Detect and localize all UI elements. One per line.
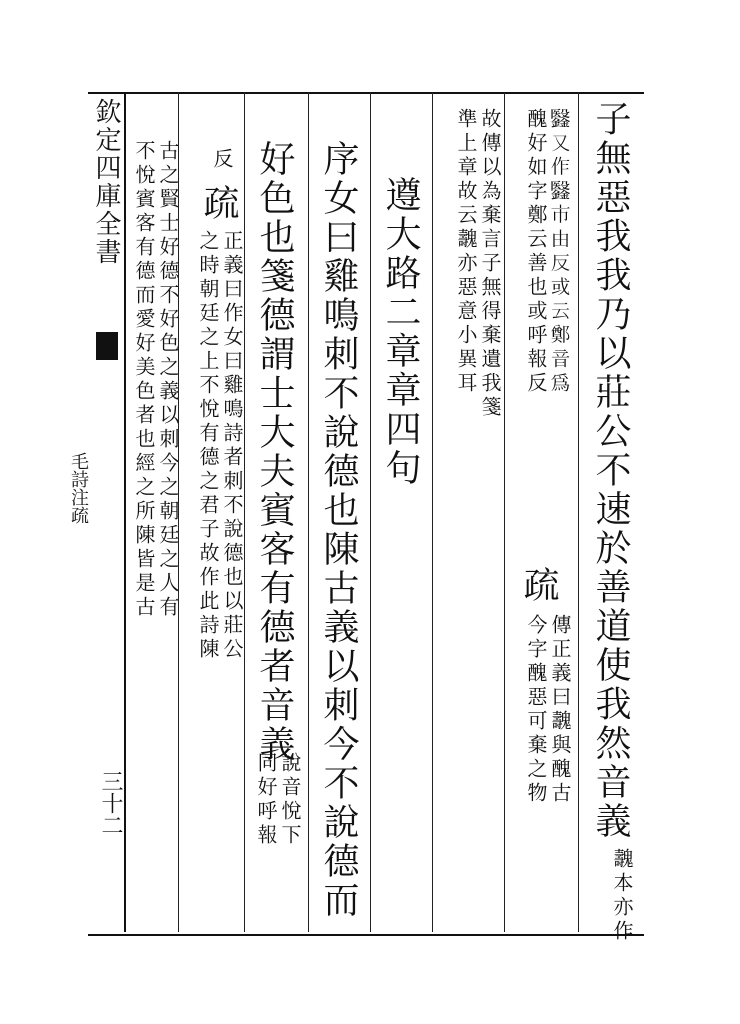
text-column-1: 子無惡我我乃以莊公不速於善道使我然音義 xyxy=(590,100,631,841)
fish-tail-mark xyxy=(96,332,118,360)
commentary-column-3 xyxy=(438,108,502,420)
page-number: 三十二 xyxy=(98,770,123,836)
commentary-8a: 古之賢士好德不好色之義以刺今之朝廷之人有 xyxy=(156,140,180,620)
commentary-2c-a: 傳正義曰魗與醜古 xyxy=(548,614,572,806)
commentary-2c-b: 今字醜惡可棄之物 xyxy=(524,614,548,806)
commentary-7a: 正義曰作女曰雞鳴詩者刺不說德也以莊公 xyxy=(220,230,244,662)
shu-mark-7: 疏 xyxy=(198,184,239,223)
note-6b: 同好呼報 xyxy=(254,752,278,848)
commentary-8b: 不悅賓客有德而愛好美色者也經之所陳皆是古 xyxy=(132,140,156,620)
column-rule xyxy=(504,92,505,932)
note-column-6 xyxy=(246,752,302,848)
column-rule xyxy=(178,92,179,932)
book-title: 毛詩注疏 xyxy=(68,452,89,524)
column-rule xyxy=(308,92,309,932)
commentary-2a: 𣫫又作𣫫市由反或云鄭音為 xyxy=(548,108,572,396)
commentary-column-2 xyxy=(508,108,572,396)
preface-line-2: 好色也箋德謂士大夫賓客有德者音義 xyxy=(254,140,295,764)
margin-title: 欽定四庫全書 xyxy=(91,98,121,266)
commentary-7b: 之時朝廷之上不悅有德之君子故作此詩陳 xyxy=(196,230,220,662)
commentary-column-8 xyxy=(116,140,180,620)
column-rule xyxy=(432,92,433,932)
commentary-column-2c xyxy=(508,614,572,806)
note-column-1-text: 魗本亦作 xyxy=(610,848,634,944)
shu-mark-2: 疏 xyxy=(518,566,559,605)
commentary-3b: 準上章故云魗亦惡意小異耳 xyxy=(454,108,478,396)
column-rule xyxy=(244,92,245,932)
note-6a: 說音悅下 xyxy=(278,752,302,848)
commentary-column-7 xyxy=(180,230,244,662)
column-rule xyxy=(370,92,371,932)
commentary-7-label: 反 xyxy=(210,148,234,172)
preface-line: 序女曰雞鳴刺不說德也陳古義以刺今不說德而 xyxy=(318,140,359,920)
column-rule xyxy=(578,92,579,932)
commentary-3a: 故傳以為棄言子無得棄遺我箋 xyxy=(478,108,502,420)
note-column-1 xyxy=(584,848,634,944)
chapter-count-line: 遵大路二章章四句 xyxy=(380,176,421,488)
commentary-2b: 醜好如字鄭云善也或呼報反 xyxy=(524,108,548,396)
